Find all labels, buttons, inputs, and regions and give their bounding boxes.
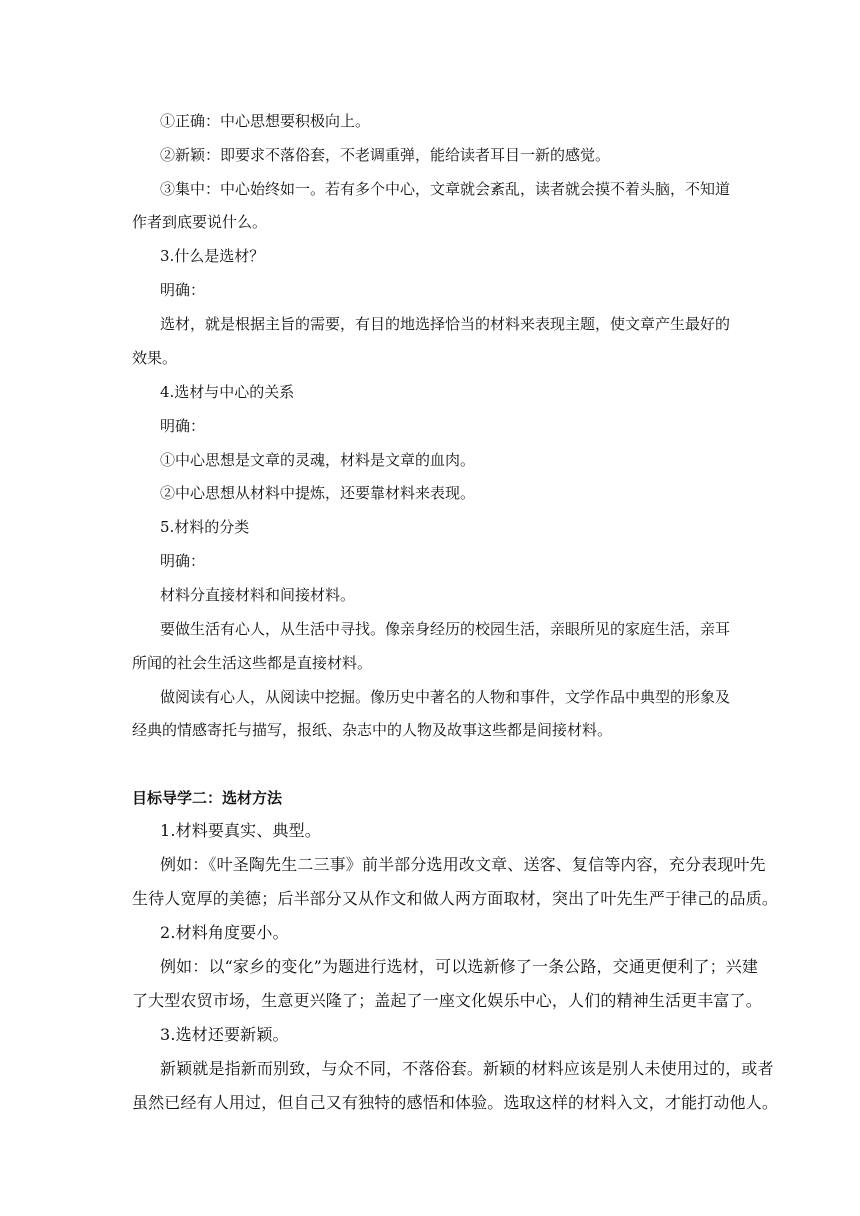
answer-4-point1: ①中心思想是文章的灵魂，材料是文章的血肉。 bbox=[160, 451, 476, 469]
answer-3-line2: 效果。 bbox=[132, 349, 178, 367]
paragraph-focused: ③集中：中心始终如一。若有多个中心，文章就会紊乱，读者就会摸不着头脑，不知道 bbox=[160, 180, 731, 198]
method-3: 3.选材还要新颖。 bbox=[160, 1025, 289, 1044]
section-title: 目标导学二：选材方法 bbox=[132, 789, 283, 807]
method-2: 2.材料角度要小。 bbox=[160, 923, 289, 942]
paragraph-novel: ②新颖：即要求不落俗套，不老调重弹，能给读者耳目一新的感觉。 bbox=[160, 146, 611, 164]
question-5: 5.材料的分类 bbox=[160, 518, 250, 536]
answer-4-point2: ②中心思想从材料中提炼，还要靠材料来表现。 bbox=[160, 484, 476, 502]
method-1: 1.材料要真实、典型。 bbox=[160, 821, 321, 840]
answer-5-indirect-line1: 做阅读有心人，从阅读中挖掘。像历史中著名的人物和事件，文学作品中典型的形象及 bbox=[160, 688, 731, 706]
answer-label-5: 明确： bbox=[160, 552, 206, 570]
answer-5-intro: 材料分直接材料和间接材料。 bbox=[160, 586, 356, 604]
paragraph-correct: ①正确：中心思想要积极向上。 bbox=[160, 112, 371, 130]
answer-5-direct-line2: 所闻的社会生活这些都是直接材料。 bbox=[132, 654, 373, 672]
method-1-example-line1: 例如：《叶圣陶先生二三事》前半部分选用改文章、送客、复信等内容，充分表现叶先 bbox=[160, 855, 766, 874]
method-2-example-line2: 了大型农贸市场，生意更兴隆了；盖起了一座文化娱乐中心，人们的精神生活更丰富了。 bbox=[132, 991, 762, 1010]
answer-label-3: 明确： bbox=[160, 281, 206, 299]
question-3: 3.什么是选材？ bbox=[160, 247, 265, 265]
method-2-example-line1: 例如：以“家乡的变化”为题进行选材，可以选新修了一条公路，交通更便利了；兴建 bbox=[160, 957, 759, 976]
method-3-explain-line1: 新颖就是指新而别致，与众不同，不落俗套。新颖的材料应该是别人未使用过的，或者 bbox=[160, 1059, 774, 1078]
method-3-explain-line2: 虽然已经有人用过，但自己又有独特的感悟和体验。选取这样的材料入文，才能打动他人。 bbox=[132, 1093, 779, 1112]
question-4: 4.选材与中心的关系 bbox=[160, 383, 295, 401]
answer-5-indirect-line2: 经典的情感寄托与描写，报纸、杂志中的人物及故事这些都是间接材料。 bbox=[132, 721, 613, 739]
answer-3-line1: 选材，就是根据主旨的需要，有目的地选择恰当的材料来表现主题，使文章产生最好的 bbox=[160, 315, 731, 333]
method-1-example-line2: 生待人宽厚的美德；后半部分又从作文和做人两方面取材，突出了叶先生严于律己的品质。 bbox=[132, 889, 779, 908]
answer-label-4: 明确： bbox=[160, 417, 206, 435]
answer-5-direct-line1: 要做生活有心人，从生活中寻找。像亲身经历的校园生活，亲眼所见的家庭生活，亲耳 bbox=[160, 620, 731, 638]
paragraph-focused-cont: 作者到底要说什么。 bbox=[132, 213, 268, 231]
